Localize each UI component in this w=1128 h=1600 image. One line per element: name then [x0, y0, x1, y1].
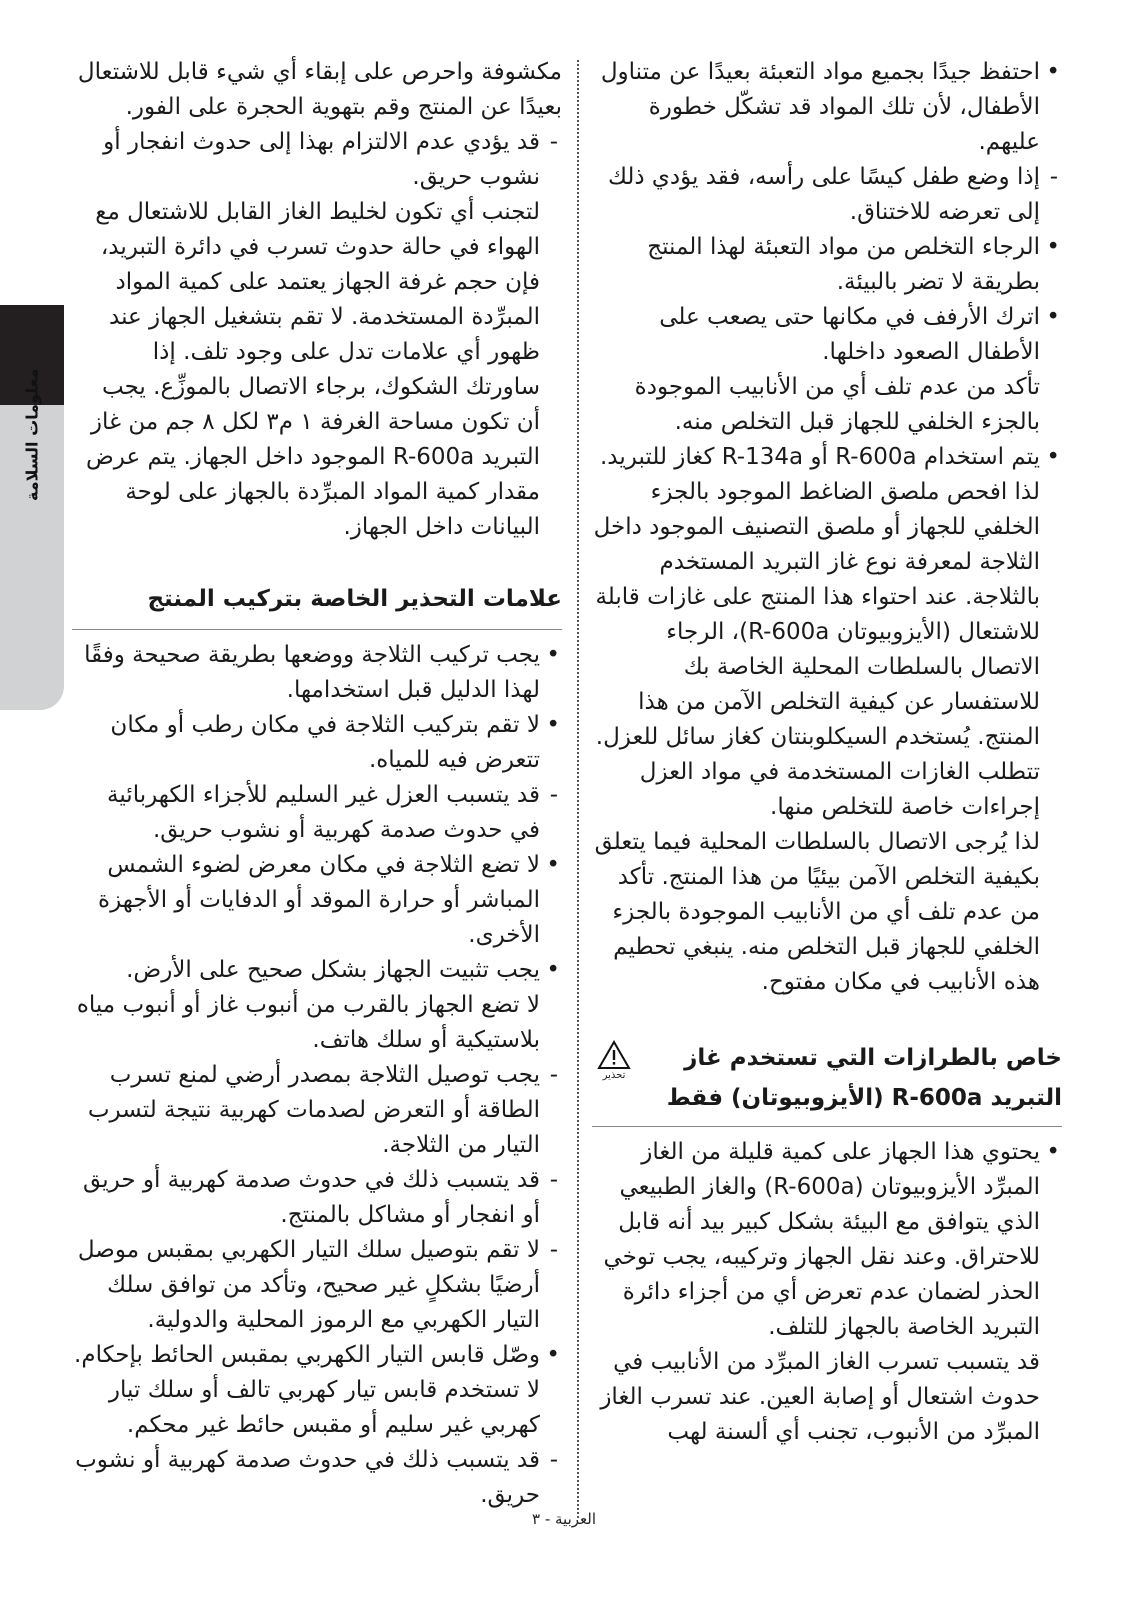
- list-item: - يجب توصيل الثلاجة بمصدر أرضي لمنع تسرب الطاقة أو التعرض لصدمات كهربية نتيجة لتسرب التيار من الثلاجة.: [72, 1058, 562, 1163]
- list-item: • اترك الأرفف في مكانها حتى يصعب على الأطفال الصعود داخلها.: [592, 300, 1062, 370]
- list-item: - قد يؤدي عدم الالتزام بهذا إلى حدوث انفجار أو نشوب حريق.: [72, 125, 562, 195]
- list-item: • لا تقم بتركيب الثلاجة في مكان رطب أو مكان تتعرض فيه للمياه.: [72, 708, 562, 778]
- list-item: - قد يتسبب العزل غير السليم للأجزاء الكهربائية في حدوث صدمة كهربية أو نشوب حريق.: [72, 778, 562, 848]
- list-item: • الرجاء التخلص من مواد التعبئة لهذا المنتج بطريقة لا تضر بالبيئة.: [592, 230, 1062, 300]
- side-tab-label: معلومات السلامة: [22, 368, 42, 502]
- page-footer: العربية - ٣: [531, 1510, 596, 1528]
- column-divider: [577, 60, 579, 1518]
- list-item: - قد يتسبب ذلك في حدوث صدمة كهربية أو نشوب حريق.: [72, 1443, 562, 1513]
- left-column: [72, 55, 562, 1513]
- paragraph: مكشوفة واحرص على إبقاء أي شيء قابل للاشتعال بعيدًا عن المنتج وقم بتهوية الحجرة على الفور.: [77, 59, 562, 120]
- list-item: - لا تقم بتوصيل سلك التيار الكهربي بمقبس موصل أرضيًا بشكلٍ غير صحيح، وتأكد من توافق سلك التيار الكهربي مع الرموز المحلية والدولية.: [72, 1233, 562, 1338]
- warning-triangle-icon: [592, 1040, 636, 1082]
- list-item: • لا تضع الثلاجة في مكان معرض لضوء الشمس المباشر أو حرارة الموقد أو الدفايات أو الأجهزة الأخرى.: [72, 848, 562, 953]
- list-item: • احتفظ جيدًا بجميع مواد التعبئة بعيدًا عن متناول الأطفال، لأن تلك المواد قد تشكّل خطورة عليهم.: [592, 55, 1062, 160]
- list-item: • وصّل قابس التيار الكهربي بمقبس الحائط بإحكام. لا تستخدم قابس تيار كهربي تالف أو سلك تيار كهربي غير سليم أو مقبس حائط غير محكم.: [72, 1338, 562, 1443]
- list-item: لا تضع الجهاز بالقرب من أنبوب غاز أو أنبوب مياه بلاستيكية أو سلك هاتف.: [76, 992, 540, 1053]
- list-item: تأكد من عدم تلف أي من الأنابيب الموجودة بالجزء الخلفي للجهاز قبل التخلص منه.: [634, 374, 1040, 435]
- list-item: • يتم استخدام R-600a أو R-134a كغاز للتبريد. لذا افحص ملصق الضاغط الموجود بالجزء الخلفي للجهاز أو ملصق التصنيف الموجود داخل الثلاجة لمعرفة نوع غاز التبريد المستخدم بالثلاجة. عند احتواء هذا المنتج على غازات قابلة للاشتعال (الأيزوبيوتان R-600a)، الرجاء الاتصال بالسلطات المحلية الخاصة بك للاستفسار عن كيفية التخلص الآمن من هذا المنتج. يُستخدم السيكلوبنتان كغاز سائل للعزل. تتطلب الغازات المستخدمة في مواد العزل إجراءات خاصة للتخلص منها.: [592, 440, 1062, 825]
- paragraph: لتجنب أي تكون لخليط الغاز القابل للاشتعال مع الهواء في حالة حدوث تسرب في دائرة التبريد، فإن حجم غرفة الجهاز يعتمد على كمية المواد المبرِّدة المستخدمة. لا تقم بتشغيل الجهاز عند ظهور أي علامات تدل على وجود تلف. إذا ساورتك الشكوك، برجاء الاتصال بالموزِّع. يجب أن تكون مساحة الغرفة ١ م٣ لكل ٨ جم من غاز التبريد R-600a الموجود داخل الجهاز. يتم عرض مقدار كمية المواد المبرِّدة بالجهاز على لوحة البيانات داخل الجهاز.: [86, 199, 540, 540]
- list-item: لذا يُرجى الاتصال بالسلطات المحلية فيما يتعلق بكيفية التخلص الآمن بيئيًا من هذا المنتج. تأكد من عدم تلف أي من الأنابيب الموجودة بالجزء الخلفي للجهاز قبل التخلص منه. ينبغي تحطيم هذه الأنابيب في مكان مفتوح.: [594, 829, 1040, 995]
- list-item: - قد يتسبب ذلك في حدوث صدمة كهربية أو حريق أو انفجار أو مشاكل بالمنتج.: [72, 1163, 562, 1233]
- list-item: قد يتسبب تسرب الغاز المبرِّد من الأنابيب في حدوث اشتعال أو إصابة العين. عند تسرب الغاز المبرِّد من الأنبوب، تجنب أي ألسنة لهب: [600, 1349, 1040, 1445]
- list-item: - إذا وضع طفل كيسًا على رأسه، فقد يؤدي ذلك إلى تعرضه للاختناق.: [592, 160, 1062, 230]
- section-title: علامات التحذير الخاصة بتركيب المنتج: [72, 583, 562, 630]
- warning-title: خاص بالطرازات التي تستخدم غاز التبريد R-600a (الأيزوبيوتان) فقط: [666, 1045, 1062, 1111]
- list-item: • يحتوي هذا الجهاز على كمية قليلة من الغاز المبرِّد الأيزوبيوتان (R-600a) والغاز الطبيعي الذي يتوافق مع البيئة بشكل كبير بيد أنه قابل للاحتراق. وعند نقل الجهاز وتركيبه، يجب توخي الحذر لضمان عدم تعرض أي من أجزاء دائرة التبريد الخاصة بالجهاز للتلف.: [592, 1135, 1062, 1345]
- right-column: [592, 55, 1062, 1450]
- warning-heading: [592, 1038, 1062, 1127]
- list-item: • يجب تثبيت الجهاز بشكل صحيح على الأرض.: [72, 953, 562, 988]
- warning-icon-caption: تحذير: [602, 1070, 626, 1081]
- section-side-tab: [0, 305, 64, 710]
- list-item: • يجب تركيب الثلاجة ووضعها بطريقة صحيحة وفقًا لهذا الدليل قبل استخدامها.: [72, 638, 562, 708]
